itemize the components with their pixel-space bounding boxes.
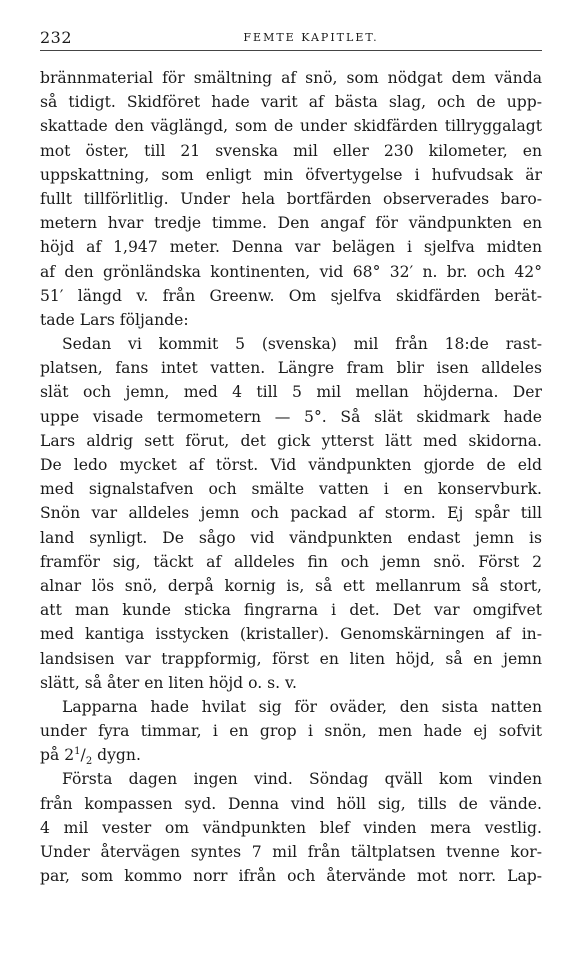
text-line: från kompassen syd. Denna vind höll sig, tills de vände. bbox=[40, 794, 542, 813]
text-line: land synligt. De sågo vid vändpunkten endast jemn is bbox=[40, 528, 542, 547]
text-line: Snön var alldeles jemn och packad af storm. Ej spår till bbox=[40, 504, 542, 523]
text-line: 4 mil vester om vändpunkten blef vinden mera vestlig. bbox=[40, 818, 542, 837]
text-line: alnar lös snö, derpå kornig is, så ett mellanrum så stort, bbox=[40, 576, 542, 595]
fraction-numerator: 1 bbox=[74, 746, 81, 758]
text-line: Lapparna hade hvilat sig för oväder, den sista natten bbox=[62, 697, 542, 716]
fraction-slash: / bbox=[80, 746, 86, 765]
text-line: Lars aldrig sett förut, det gick ytterst lätt med skidorna. bbox=[40, 431, 542, 450]
text-line: De ledo mycket af törst. Vid vändpunkten gjorde de eld bbox=[40, 456, 542, 474]
text-line: metern hvar tredje timme. Den angaf för vändpunkten en bbox=[40, 214, 542, 233]
header-rule bbox=[40, 50, 542, 51]
text-line: med kantiga isstycken (kristaller). Genomskärningen af in- bbox=[40, 625, 542, 644]
text-line: platsen, fans intet vatten. Längre fram blir isen alldeles bbox=[40, 359, 542, 378]
text-line: par, som kommo norr ifrån och återvände mot norr. Lap- bbox=[40, 867, 542, 886]
text-line: skattade den väglängd, som de under skidfärden tillryggalagt bbox=[40, 117, 542, 136]
text-line: tade Lars följande: bbox=[40, 310, 189, 329]
text-line: landsisen var trappformig, först en liten höjd, så en jemn bbox=[40, 649, 542, 668]
text-line: fullt tillförlitlig. Under hela bortfärden observerades baro- bbox=[40, 189, 542, 208]
fraction-before: på 2 bbox=[40, 746, 75, 765]
text-line: framför sig, täckt af alldeles fin och jemn snö. Först 2 bbox=[40, 552, 542, 571]
text-line: brännmaterial för smältning af snö, som nödgat dem vända bbox=[40, 69, 542, 87]
text-line: uppskattning, som enligt min öfvertygelse i hufvudsak är bbox=[40, 165, 542, 184]
text-line: med signalstafven och smälte vatten i en konservburk. bbox=[40, 480, 542, 499]
text-line: uppe visade termometern — 5°. Så slät skidmark hade bbox=[40, 407, 542, 426]
text-line: att man kunde sticka fingrarna i det. Det var omgifvet bbox=[40, 601, 542, 620]
body-text bbox=[40, 66, 542, 888]
text-line: under fyra timmar, i en grop i snön, men hade ej sofvit bbox=[40, 722, 542, 741]
fraction-after: dygn. bbox=[92, 746, 141, 765]
text-line: 51′ längd v. från Greenw. Om sjelfva skidfärden berät- bbox=[40, 286, 542, 305]
text-line: slätt, så åter en liten höjd o. s. v. bbox=[40, 673, 297, 692]
text-line: Första dagen ingen vind. Söndag qväll kom vinden bbox=[62, 770, 542, 789]
page-header bbox=[40, 22, 542, 46]
running-head: FEMTE KAPITLET. bbox=[243, 31, 379, 44]
text-line: höjd af 1,947 meter. Denna var belägen i sjelfva midten bbox=[40, 238, 542, 257]
fraction-denominator: 2 bbox=[85, 756, 93, 768]
fraction-line bbox=[40, 743, 542, 767]
text-line: så tidigt. Skidföret hade varit af bästa slag, och de upp- bbox=[40, 93, 542, 112]
text-line: slät och jemn, med 4 till 5 mil mellan höjderna. Der bbox=[40, 383, 542, 402]
text-line: mot öster, till 21 svenska mil eller 230 kilometer, en bbox=[40, 141, 542, 160]
text-line: af den grönländska kontinenten, vid 68° 32′ n. br. och 42° bbox=[40, 262, 542, 281]
page-number: 232 bbox=[40, 28, 73, 47]
text-line: Sedan vi kommit 5 (svenska) mil från 18:de rast- bbox=[62, 335, 542, 354]
text-line: Under återvägen syntes 7 mil från tältplatsen tvenne kor- bbox=[40, 843, 542, 861]
